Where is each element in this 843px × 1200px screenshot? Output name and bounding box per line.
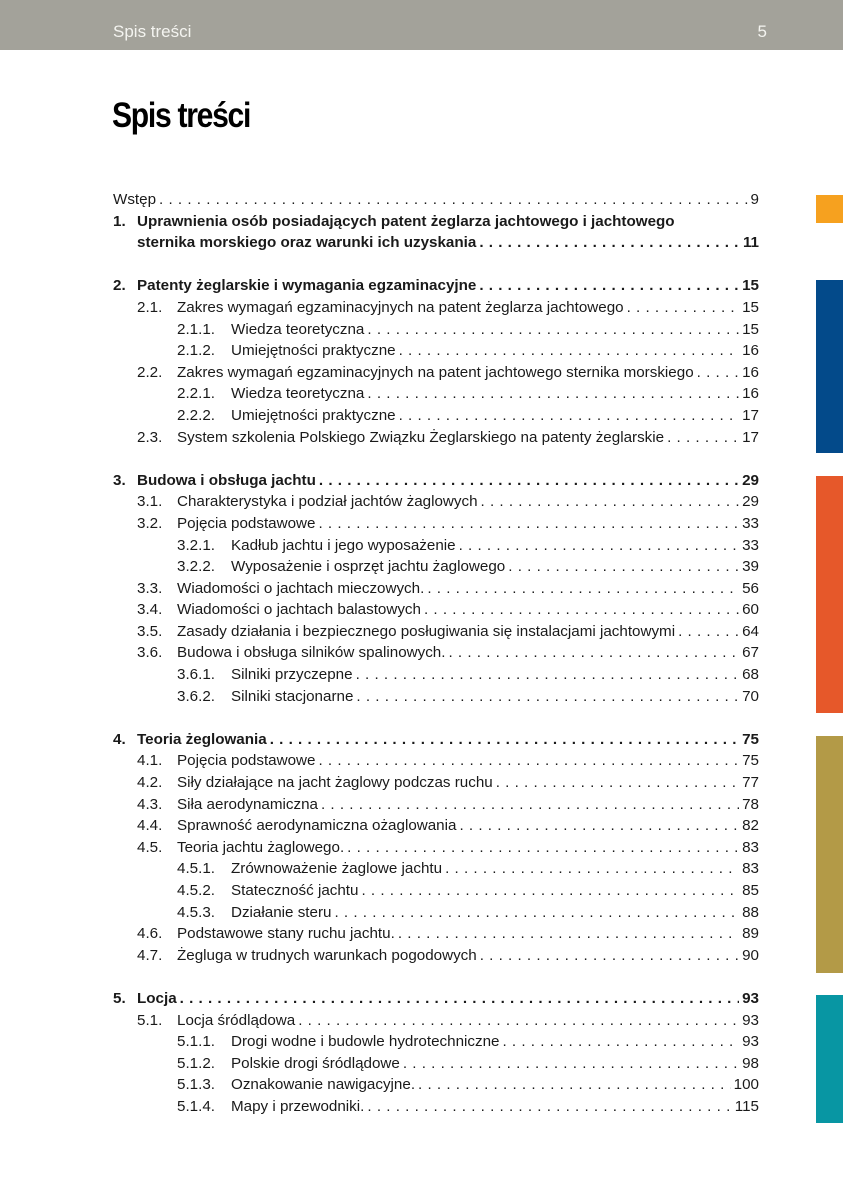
toc-entry-label: Pojęcia podstawowe [177, 752, 316, 770]
toc-entry-number: 3.6. [137, 644, 163, 662]
dot-leader [399, 405, 740, 427]
toc-entry[interactable] [113, 362, 759, 384]
dot-leader [159, 189, 748, 211]
toc-entry-number: 4.6. [137, 925, 163, 943]
toc-entry-label: Sprawność aerodynamiczna ożaglowania [177, 817, 457, 835]
toc-entry-page: 56 [742, 579, 759, 597]
dot-leader [697, 362, 739, 384]
toc-entry-chapter-1-line-1[interactable] [113, 211, 759, 233]
dot-leader [367, 319, 739, 341]
dot-leader [270, 729, 739, 751]
toc-entry-label: Polskie drogi śródlądowe [231, 1054, 400, 1072]
toc-entry[interactable] [113, 297, 759, 319]
toc-entry[interactable] [113, 621, 759, 643]
toc-entry-number: 3.6.1. [177, 666, 215, 684]
toc-entry-label: Zakres wymagań egzaminacyjnych na patent jachtowego sternika morskiego [177, 363, 694, 381]
toc-entry-page: 93 [742, 989, 759, 1007]
toc-entry-label: Drogi wodne i budowle hydrotechniczne [231, 1033, 500, 1051]
toc-entry-number: 3.5. [137, 622, 163, 640]
toc-entry-number: 2.2.1. [177, 385, 215, 403]
toc-entry-number: 4.5.1. [177, 860, 215, 878]
toc-entry-label: Stateczność jachtu [231, 882, 359, 899]
toc-entry-number: 4.5.2. [177, 882, 215, 899]
toc-entry[interactable] [113, 880, 759, 902]
toc-entry-page: 68 [742, 666, 759, 684]
toc-entry[interactable] [113, 556, 759, 578]
toc-entry-page: 39 [742, 558, 759, 576]
dot-leader [347, 837, 739, 859]
dot-leader [667, 427, 739, 449]
toc-entry-page: 70 [742, 687, 759, 705]
dot-leader [427, 578, 739, 600]
toc-entry-label: Podstawowe stany ruchu jachtu. [177, 925, 395, 943]
toc-entry[interactable] [113, 599, 759, 621]
toc-entry[interactable] [113, 405, 759, 427]
toc-entry-number: 3.2.1. [177, 536, 215, 554]
toc-entry[interactable] [113, 664, 759, 686]
dot-leader [334, 902, 739, 924]
toc-entry-label: Patenty żeglarskie i wymagania egzaminacyjne [137, 277, 477, 295]
dot-leader [321, 794, 739, 816]
toc-entry-label: Teoria jachtu żaglowego. [177, 838, 345, 856]
toc-entry[interactable] [113, 815, 759, 837]
toc-entry[interactable] [113, 1074, 759, 1096]
toc-entry-label: Silniki przyczepne [231, 666, 353, 684]
toc-entry-page: 93 [742, 1033, 759, 1051]
toc-entry-label: Zrównoważenie żaglowe jachtu [231, 860, 443, 878]
toc-entry-label: Umiejętności praktyczne [231, 342, 396, 360]
chapter-tab-2 [816, 280, 843, 453]
toc-entry-number: 3.4. [137, 601, 163, 619]
toc-entry-label: Wstęp [113, 191, 157, 208]
chapter-tab-5 [816, 995, 843, 1123]
toc-entry[interactable] [113, 858, 759, 880]
toc-entry[interactable] [113, 470, 759, 492]
dot-leader [502, 1031, 739, 1053]
toc-entry-number: 3. [113, 471, 126, 489]
toc-entry[interactable] [113, 923, 759, 945]
toc-entry-number: 4.4. [137, 817, 163, 835]
dot-leader [367, 383, 739, 405]
toc-entry-page: 9 [750, 191, 759, 208]
toc-entry-number: 5.1.4. [177, 1097, 215, 1115]
toc-entry[interactable] [113, 491, 759, 513]
toc-entry-number: 2.3. [137, 428, 163, 446]
toc-entry[interactable] [113, 794, 759, 816]
toc-entry-label: Siły działające na jacht żaglowy podczas ruchu [177, 774, 493, 792]
toc-entry-number: 3.3. [137, 579, 163, 597]
toc-entry[interactable] [113, 427, 759, 449]
toc-entry-page: 33 [742, 514, 759, 532]
toc-entry-number: 5.1. [137, 1011, 163, 1029]
toc-entry-label: Wiedza teoretyczna [231, 320, 365, 338]
toc-entry-label: sternika morskiego oraz warunki ich uzyskania [137, 234, 477, 252]
toc-entry-number: 2.2. [137, 363, 163, 381]
dot-leader [318, 513, 739, 535]
toc-entry-intro[interactable] [113, 189, 759, 211]
toc-entry-number: 5.1.3. [177, 1076, 215, 1094]
toc-entry-label: Wyposażenie i osprzęt jachtu żaglowego [231, 558, 506, 576]
page-title: Spis treści [112, 96, 251, 135]
toc-entry-page: 16 [742, 385, 759, 403]
toc-entry-number: 2.1.1. [177, 320, 215, 338]
dot-leader [356, 686, 739, 708]
toc-entry[interactable] [113, 578, 759, 600]
toc-entry-number: 4.7. [137, 946, 163, 964]
dot-leader [298, 1010, 739, 1032]
toc-entry-label: Zakres wymagań egzaminacyjnych na patent żeglarza jachtowego [177, 298, 624, 316]
toc-entry[interactable] [113, 686, 759, 708]
toc-entry-number: 1. [113, 212, 126, 230]
toc-entry-label: Locja śródlądowa [177, 1011, 296, 1029]
toc-entry-label: Wiadomości o jachtach mieczowych. [177, 579, 425, 597]
page-number: 5 [757, 22, 767, 41]
toc-entry[interactable] [113, 1031, 759, 1053]
toc-entry-label: Działanie steru [231, 903, 332, 921]
toc-entry-number: 4.5.3. [177, 903, 215, 921]
toc-entry-page: 82 [742, 817, 759, 835]
toc-entry-page: 60 [742, 601, 759, 619]
toc-entry-label: Pojęcia podstawowe [177, 514, 316, 532]
toc-entry-label: Budowa i obsługa jachtu [137, 471, 316, 489]
toc-entry-page: 77 [742, 774, 759, 792]
toc-entry[interactable] [113, 902, 759, 924]
toc-entry-label: Wiadomości o jachtach balastowych [177, 601, 421, 619]
dot-leader [479, 275, 739, 297]
dot-leader [678, 621, 739, 643]
toc-entry-number: 4.1. [137, 752, 163, 770]
dot-leader [418, 1074, 731, 1096]
toc-entry-number: 4.3. [137, 795, 163, 813]
toc-entry-number: 4.5. [137, 838, 163, 856]
chapter-tab-1 [816, 195, 843, 223]
toc-entries [113, 275, 759, 1117]
toc-entry[interactable] [113, 513, 759, 535]
toc-entry-page: 17 [742, 406, 759, 424]
toc-entry[interactable] [113, 945, 759, 967]
toc-entry-label: Oznakowanie nawigacyjne. [231, 1076, 416, 1094]
toc-entry-page: 100 [733, 1076, 759, 1094]
dot-leader [459, 535, 740, 557]
toc-entry[interactable] [113, 729, 759, 751]
toc-entry-page: 75 [742, 752, 759, 770]
toc-entry[interactable] [113, 988, 759, 1010]
toc-entry-label: Locja [137, 989, 177, 1007]
toc-entry-page: 83 [742, 838, 759, 856]
toc-entry-label: Uprawnienia osób posiadających patent żeglarza jachtowego i jachtowego [137, 212, 675, 230]
toc-entry[interactable] [113, 1096, 759, 1118]
dot-leader [356, 664, 740, 686]
dot-leader [319, 470, 739, 492]
dot-leader [318, 750, 739, 772]
dot-leader [424, 599, 739, 621]
toc-entry-label: System szkolenia Polskiego Związku Żeglarskiego na patenty żeglarskie [177, 428, 665, 446]
toc-entry[interactable] [113, 275, 759, 297]
toc-entry-page: 64 [742, 622, 759, 640]
toc-entry-label: Silniki stacjonarne [231, 687, 354, 705]
toc-entry-page: 115 [734, 1097, 759, 1115]
toc-entry-page: 85 [742, 882, 759, 899]
toc-entry-page: 89 [742, 925, 759, 943]
toc-entry-page: 15 [742, 320, 759, 338]
chapter-tab-4 [816, 736, 843, 973]
dot-leader [448, 642, 739, 664]
toc-entry-label: Siła aerodynamiczna [177, 795, 318, 813]
dot-leader [496, 772, 739, 794]
toc-entry-number: 2.2.2. [177, 406, 215, 424]
toc-entry[interactable] [113, 535, 759, 557]
running-title: Spis treści [113, 22, 192, 41]
toc-entry-label: Umiejętności praktyczne [231, 406, 396, 424]
toc-entry-number: 3.2.2. [177, 558, 215, 576]
toc-entry-page: 15 [742, 277, 759, 295]
toc-entry-page: 78 [742, 795, 759, 813]
toc-entry-chapter-1-line-2[interactable] [113, 232, 759, 254]
dot-leader [180, 988, 739, 1010]
toc-entry-label: Charakterystyka i podział jachtów żaglowych [177, 493, 478, 511]
toc-entry-label: Zasady działania i bezpiecznego posługiwania się instalacjami jachtowymi [177, 622, 676, 640]
toc-entry[interactable] [113, 772, 759, 794]
toc-entry-page: 29 [742, 493, 759, 511]
toc-entry-label: Żegluga w trudnych warunkach pogodowych [177, 946, 477, 964]
toc-entry-page: 16 [742, 363, 759, 381]
dot-leader [508, 556, 739, 578]
toc-entry-page: 98 [742, 1054, 759, 1072]
toc-entry-page: 75 [742, 730, 759, 748]
toc-entry-number: 5. [113, 989, 126, 1007]
dot-leader [399, 340, 740, 362]
toc-entry[interactable] [113, 837, 759, 859]
toc-entry[interactable] [113, 1053, 759, 1075]
toc-entry-number: 5.1.2. [177, 1054, 215, 1072]
dot-leader [445, 858, 739, 880]
dot-leader [459, 815, 739, 837]
toc-entry-number: 2. [113, 277, 126, 295]
toc-entry-number: 4.2. [137, 774, 163, 792]
toc-entry-page: 29 [742, 471, 759, 489]
toc-entry[interactable] [113, 340, 759, 362]
toc-entry-label: Wiedza teoretyczna [231, 385, 365, 403]
table-of-contents [113, 189, 759, 1118]
toc-entry-label: Teoria żeglowania [137, 730, 267, 748]
toc-entry-page: 67 [742, 644, 759, 662]
toc-entry-label: Budowa i obsługa silników spalinowych. [177, 644, 446, 662]
dot-leader [481, 491, 740, 513]
dot-leader [361, 880, 739, 902]
dot-leader [479, 232, 740, 254]
toc-entry-number: 3.6.2. [177, 687, 215, 705]
toc-entry-page: 83 [742, 860, 759, 878]
toc-entry-page: 88 [742, 903, 759, 921]
toc-entry-number: 3.2. [137, 514, 163, 532]
dot-leader [403, 1053, 739, 1075]
toc-entry-number: 2.1.2. [177, 342, 215, 360]
toc-entry-page: 17 [742, 428, 759, 446]
toc-entry-number: 2.1. [137, 298, 163, 316]
toc-entry-label: Mapy i przewodniki. [231, 1097, 365, 1115]
toc-entry-number: 4. [113, 730, 126, 748]
toc-entry[interactable] [113, 642, 759, 664]
toc-entry[interactable] [113, 750, 759, 772]
dot-leader [480, 945, 739, 967]
toc-entry-number: 5.1.1. [177, 1033, 215, 1051]
toc-entry-page: 93 [742, 1011, 759, 1029]
toc-entry-page: 90 [742, 946, 759, 964]
toc-entry-number: 3.1. [137, 493, 163, 511]
toc-entry[interactable] [113, 1010, 759, 1032]
dot-leader [627, 297, 740, 319]
toc-entry-page: 11 [742, 234, 759, 252]
toc-entry-page: 16 [742, 342, 759, 360]
dot-leader [367, 1096, 731, 1118]
page-header [0, 0, 843, 50]
dot-leader [398, 923, 739, 945]
toc-entry[interactable] [113, 319, 759, 341]
toc-entry-label: Kadłub jachtu i jego wyposażenie [231, 536, 456, 554]
chapter-tab-3 [816, 476, 843, 713]
toc-entry-page: 15 [742, 298, 759, 316]
toc-entry[interactable] [113, 383, 759, 405]
toc-entry-page: 33 [742, 536, 759, 554]
